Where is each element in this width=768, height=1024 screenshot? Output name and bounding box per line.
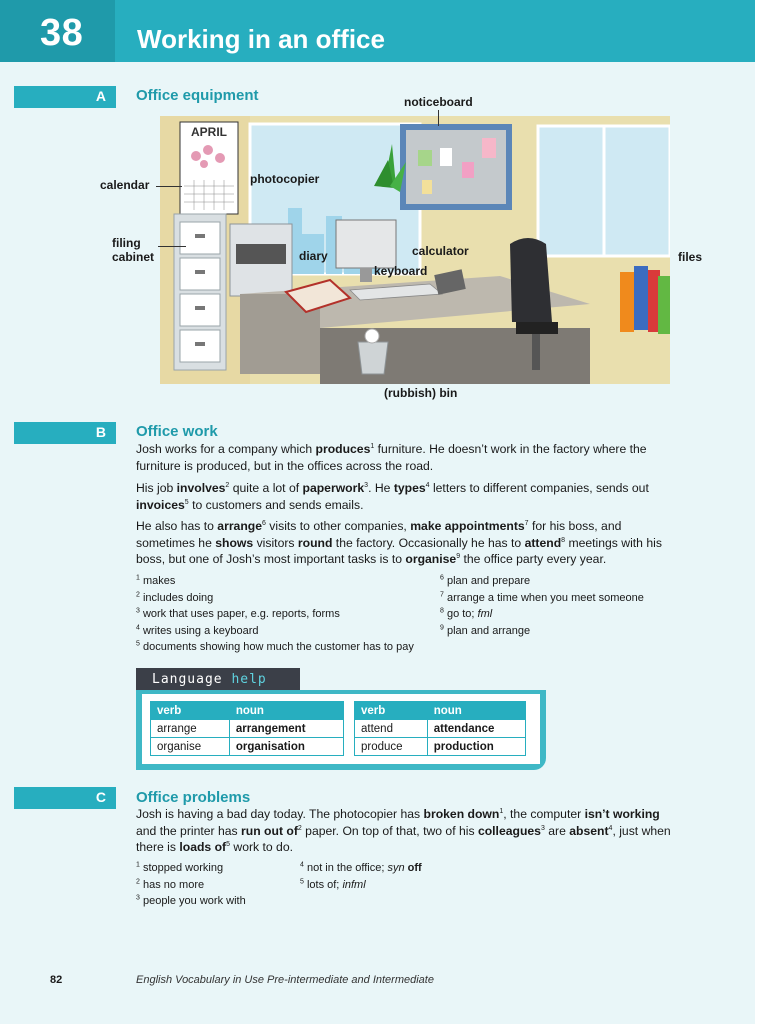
footnote [136,893,246,910]
pointer-noticeboard [438,110,439,126]
footnote-number: 5 [300,877,304,885]
section-b-letter: B [95,424,106,440]
label-bin: (rubbish) bin [384,386,458,400]
unit-number: 38 [40,12,84,54]
label-filing: filing [112,236,141,250]
key-term: loads of [179,840,227,854]
text-run: . He [368,481,394,495]
footnote-marker: 1 [499,807,504,815]
table-header-row [151,702,344,720]
footnote-marker: 9 [456,552,461,560]
footnote-number: 4 [136,623,140,631]
text-run: , just when there is [136,823,671,854]
key-term: shows [215,535,254,550]
key-term: absent [569,823,609,838]
language-help-label [152,672,267,687]
label-calculator: calculator [412,244,469,258]
calendar-month: APRIL [191,125,227,139]
footnote-text: makes [139,575,176,587]
footnote-text: documents showing how much the customer has to pay [139,641,414,653]
footnote-text: arrange a time when you meet someone [443,591,644,604]
column-header: verb [355,702,428,720]
footnote-text: plan and prepare [443,575,531,587]
key-term: involves [176,481,226,495]
page-edge [755,0,768,1024]
key-term: isn’t working [584,807,660,821]
text-run: paper. On top of that, two of his [301,823,478,838]
language-help-table-right [354,701,526,756]
page-number: 82 [50,974,63,986]
unit-header [0,0,755,62]
text-run: the office party every year. [460,552,607,566]
noun-cell: attendance [427,720,525,738]
footnote-number: 6 [440,574,444,582]
footnote-text: people you work with [139,895,246,907]
language-help-word-1: Language [152,672,223,687]
footnote [440,606,492,623]
footnote-number: 7 [440,590,444,598]
footnote-number: 2 [136,877,140,885]
key-term: run out of [241,823,298,838]
footnote-marker: 7 [524,519,529,527]
label-calendar: calendar [100,178,150,192]
book-title: English Vocabulary in Use Pre-intermediate and Intermediate [136,974,434,986]
text-run: meetings with his boss, but one of Josh’s most important tasks is to [136,535,662,566]
footnote-text: not in the office; [303,862,388,874]
column-header: verb [151,702,230,720]
verb-cell: produce [355,738,428,756]
footnote-number: 1 [136,574,140,582]
footnote-marker: 1 [370,442,375,450]
pointer-calendar [156,186,182,187]
section-b-tab [14,422,116,444]
footnote-marker: 2 [297,824,302,832]
register-label: fml [477,608,493,620]
language-help-table-left [150,701,344,756]
footnote-text: writes using a keyboard [139,624,259,637]
key-term: attend [524,535,562,550]
text-run: visits to other companies, [265,519,411,533]
column-header: noun [229,702,343,720]
text-run: are [544,823,570,838]
footnote-marker: 4 [608,824,613,832]
register-label: infml [342,878,366,891]
text-run: to customers and sends emails. [188,497,364,512]
verb-cell: attend [355,720,428,738]
text-run: visitors [253,535,298,550]
text-run: Josh works for a company which [136,442,316,456]
footnote [136,639,414,656]
text-run: for his boss, and sometimes he [136,519,622,550]
footnote-number: 1 [136,861,140,869]
footnote-text: work that uses paper, e.g. reports, forms [139,608,340,620]
text-run: furniture. He doesn’t work in the factory where the furniture is produced, but in the offices across the road. [136,442,647,473]
label-files: files [678,250,703,264]
key-term: colleagues [477,823,541,838]
footnote-marker: 2 [225,481,230,489]
footnote-text: stopped working [139,862,224,874]
office-problems-paragraph [136,806,681,856]
footnote-marker: 5 [184,498,189,506]
synonym: off [404,862,422,874]
text-run: quite a lot of [229,481,303,495]
footnote-marker: 8 [561,536,566,544]
noun-cell: organisation [229,738,343,756]
key-term: round [297,535,333,550]
footnote-text: plan and arrange [443,624,531,637]
footnote-text: includes doing [139,591,214,604]
footnote-number: 5 [136,640,140,648]
footnote [440,623,530,640]
label-diary: diary [299,249,328,263]
text-run: work to do. [230,840,293,854]
footnote-marker: 4 [425,481,430,489]
table-header-row [355,702,526,720]
key-term: paperwork [302,481,365,495]
key-term: make appointments [410,519,525,533]
text-run: and the printer has [136,823,242,838]
label-noticeboard: noticeboard [404,95,473,109]
office-work-paragraph-3 [136,518,681,568]
verb-cell: organise [151,738,230,756]
language-help-tab [136,668,300,692]
label-keyboard: keyboard [374,264,428,278]
label-photocopier: photocopier [250,172,320,186]
key-term: types [393,481,426,495]
text-run: the factory. Occasionally he has to [332,535,525,550]
footnote [136,860,223,877]
footnote-number: 9 [440,623,444,631]
key-term: organise [405,552,457,566]
key-term: produces [315,442,371,456]
footnote-number: 3 [136,607,140,615]
office-work-paragraph-1 [136,441,681,474]
footnote-text: go to; [443,608,478,620]
noun-cell: production [427,738,525,756]
table-row [355,720,526,738]
section-b-heading: Office work [136,423,218,440]
section-c-heading: Office problems [136,789,251,806]
register-label: syn [387,862,405,874]
footnote-marker: 6 [262,519,266,527]
text-run: , the computer [503,807,585,821]
table-row [355,738,526,756]
footnote [136,573,175,590]
footnote-text: lots of; [303,878,343,891]
verb-cell: arrange [151,720,230,738]
footnote-number: 2 [136,590,140,598]
unit-number-box [0,0,115,62]
label-filing-cabinet [112,236,154,264]
key-term: arrange [217,519,263,533]
footnote [300,877,366,894]
key-term: broken down [423,807,500,821]
section-a-heading: Office equipment [136,87,259,104]
footnote [440,590,644,607]
footnote [136,606,340,623]
table-row [151,720,344,738]
text-run: His job [136,481,177,495]
footnote-number: 8 [440,607,444,615]
footnote-text: has no more [139,878,205,891]
key-term: invoices [136,497,185,512]
column-header: noun [427,702,525,720]
footnote-marker: 3 [364,481,369,489]
footnote [300,860,422,877]
language-help-word-2: help [231,672,267,687]
section-c-letter: C [95,789,106,805]
text-run: Josh is having a bad day today. The photocopier has [136,807,424,821]
office-work-paragraph-2 [136,480,681,513]
footnote-marker: 5 [226,840,230,848]
footnote [136,623,259,640]
footnote [136,877,204,894]
footnote-number: 4 [300,861,304,869]
noun-cell: arrangement [229,720,343,738]
text-run: letters to different companies, sends out [429,481,649,495]
footnote-number: 3 [136,894,140,902]
text-run: He also has to [136,519,218,533]
section-a-letter: A [95,88,106,104]
table-row [151,738,344,756]
section-c-tab [14,787,116,809]
section-a-tab [14,86,116,108]
footnote-marker: 3 [540,824,545,832]
label-cabinet: cabinet [112,250,155,264]
footnote [136,590,213,607]
pointer-filing-cabinet [158,246,186,247]
unit-title: Working in an office [137,24,385,54]
footnote [440,573,530,590]
